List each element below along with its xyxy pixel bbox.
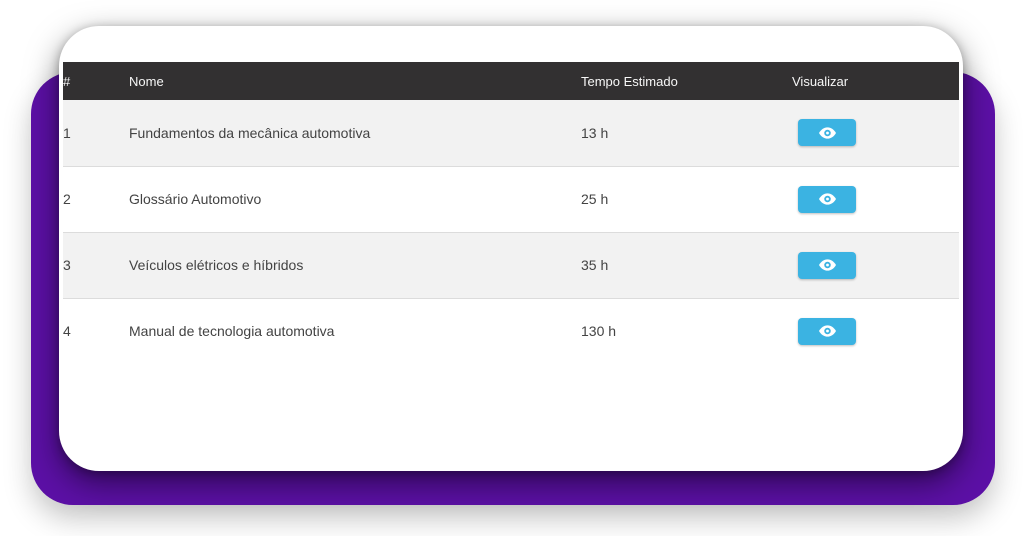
eye-icon [819,193,836,205]
row-estimated-time: 25 h [581,191,609,207]
eye-icon [819,259,836,271]
row-name: Veículos elétricos e híbridos [129,257,304,273]
row-index: 3 [63,257,71,273]
table-body [63,100,959,364]
header-index: # [63,73,71,89]
row-estimated-time: 35 h [581,257,609,273]
view-button[interactable] [798,318,856,345]
row-actions [792,232,959,298]
header-tempo-estimado: Tempo Estimado [581,73,678,89]
view-button[interactable] [798,252,856,279]
row-name: Glossário Automotivo [129,191,262,207]
row-actions [792,100,959,166]
table-row [63,166,959,232]
table-header-row [63,62,959,100]
view-button[interactable] [798,119,856,146]
modules-card [59,26,963,471]
row-actions [792,298,959,364]
table-row [63,232,959,298]
table-row [63,100,959,166]
row-name: Fundamentos da mecânica automotiva [129,124,371,141]
view-button[interactable] [798,186,856,213]
header-visualizar: Visualizar [792,73,849,89]
row-actions [792,166,959,232]
table-row [63,298,959,364]
eye-icon [819,127,836,139]
row-estimated-time: 130 h [581,323,617,340]
row-index: 2 [63,191,71,207]
row-index: 1 [63,124,71,141]
row-index: 4 [63,323,71,340]
eye-icon [819,325,836,337]
table-header [63,62,959,100]
row-name: Manual de tecnologia automotiva [129,323,335,340]
row-estimated-time: 13 h [581,124,609,141]
header-nome: Nome [129,73,164,89]
modules-table [63,62,959,364]
